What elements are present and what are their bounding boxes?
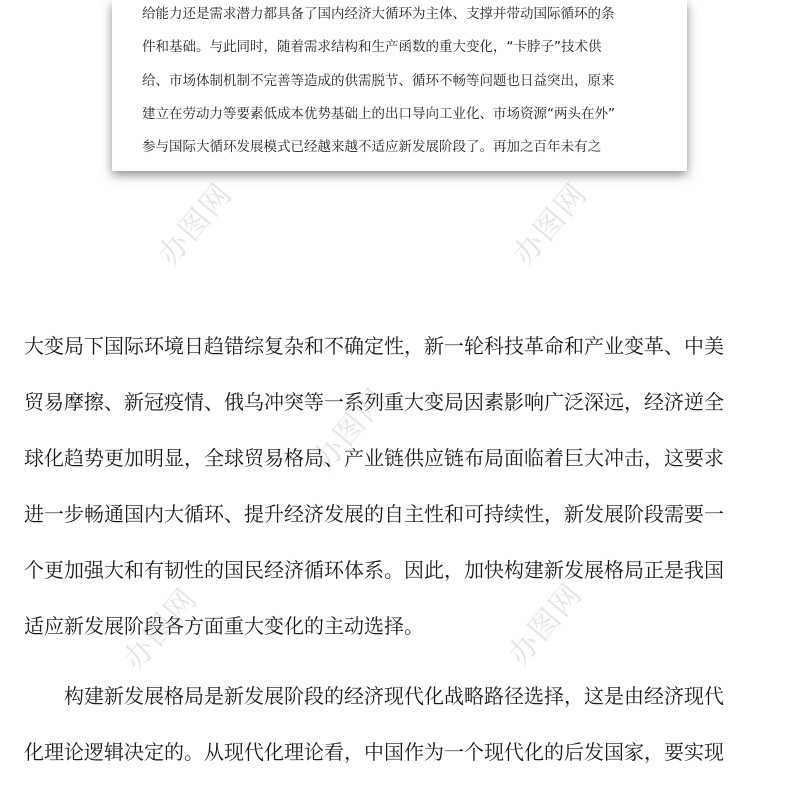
watermark: 办图网 <box>501 576 590 673</box>
text-line: 构建新发展格局是新发展阶段的经济现代化战略路径选择，这是由经济现代 <box>44 684 724 708</box>
screenshot-card <box>112 0 687 171</box>
text-line: 球化趋势更加明显，全球贸易格局、产业链供应链布局面临着巨大冲击，这要求 <box>24 446 724 470</box>
text-line: 个更加强大和有韧性的国民经济循环体系。因此，加快构建新发展格局正是我国 <box>24 558 724 582</box>
text-line: 适应新发展阶段各方面重大变化的主动选择。 <box>24 614 424 638</box>
watermark: 办图网 <box>306 381 395 478</box>
text-line: 大变局下国际环境日趋错综复杂和不确定性，新一轮科技革命和产业变革、中美 <box>24 334 724 358</box>
card-line: 参与国际大循环发展模式已经越来越不适应新发展阶段了。再加之百年未有之 <box>142 139 601 155</box>
card-line: 建立在劳动力等要素低成本优势基础上的出口导向工业化、市场资源“两头在外” <box>142 106 615 122</box>
watermark: 办图网 <box>151 176 240 273</box>
watermark: 办图网 <box>116 581 205 678</box>
watermark: 办图网 <box>506 176 595 273</box>
text-line: 进一步畅通国内大循环、提升经济发展的自主性和可持续性，新发展阶段需要一 <box>24 502 724 526</box>
card-line: 件和基础。与此同时，随着需求结构和生产函数的重大变化，“卡脖子”技术供 <box>142 39 602 55</box>
card-line: 给、市场体制机制不完善等造成的供需脱节、循环不畅等问题也日益突出，原来 <box>142 73 615 89</box>
text-line: 化理论逻辑决定的。从现代化理论看，中国作为一个现代化的后发国家，要实现 <box>24 740 724 764</box>
text-line: 贸易摩擦、新冠疫情、俄乌冲突等一系列重大变局因素影响广泛深远，经济逆全 <box>24 390 724 414</box>
card-line: 给能力还是需求潜力都具备了国内经济大循环为主体、支撑并带动国际循环的条 <box>142 6 615 22</box>
